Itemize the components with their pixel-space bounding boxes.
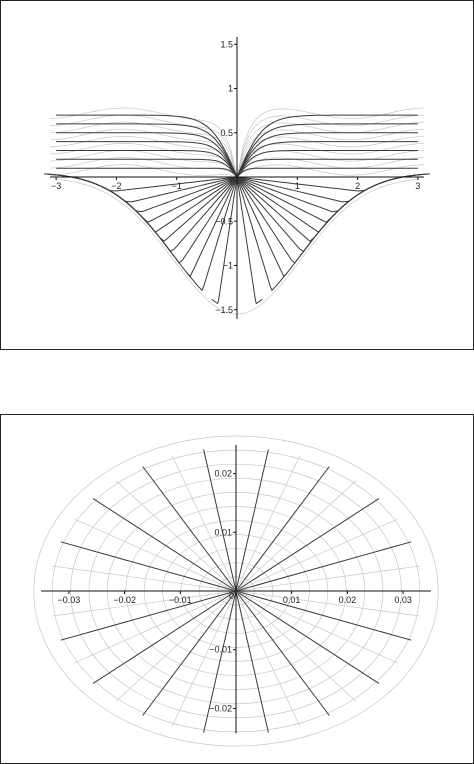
x-tick-label: 2 xyxy=(355,181,361,191)
x-tick-label: 0.01 xyxy=(282,595,301,605)
y-tick-label: −1.5 xyxy=(215,304,233,315)
y-tick-label: 0.01 xyxy=(214,527,232,538)
x-tick-label: −0.03 xyxy=(57,595,81,605)
y-tick-label: 0.5 xyxy=(220,127,233,138)
level-curve xyxy=(56,168,237,177)
y-tick-label: 0.02 xyxy=(214,468,232,479)
level-curve xyxy=(56,151,237,178)
x-tick-label: 3 xyxy=(415,181,421,191)
x-tick-label: −2 xyxy=(111,181,122,191)
x-tick-label: −3 xyxy=(50,181,62,191)
x-tick-label: 0.03 xyxy=(394,595,412,605)
chart-panel-bottom xyxy=(0,414,474,764)
chart-bottom xyxy=(1,415,473,763)
chart-panel-top xyxy=(0,0,474,350)
y-tick-label: −0.02 xyxy=(209,703,232,714)
x-tick-label: −0.01 xyxy=(168,595,192,605)
origin-label: 0 xyxy=(230,177,236,187)
x-tick-label: −1 xyxy=(171,181,182,191)
x-tick-label: 0.02 xyxy=(338,595,357,605)
origin-label: 0 xyxy=(229,591,235,601)
y-tick-label: −0.01 xyxy=(209,644,232,655)
chart-top xyxy=(1,1,473,349)
x-tick-label: −0.02 xyxy=(113,595,136,605)
y-tick-label: 1 xyxy=(227,83,233,94)
y-tick-label: 1.5 xyxy=(220,39,233,50)
y-tick-label: −0.5 xyxy=(215,216,233,227)
y-tick-label: −1 xyxy=(222,260,233,271)
x-tick-label: 1 xyxy=(294,181,300,191)
